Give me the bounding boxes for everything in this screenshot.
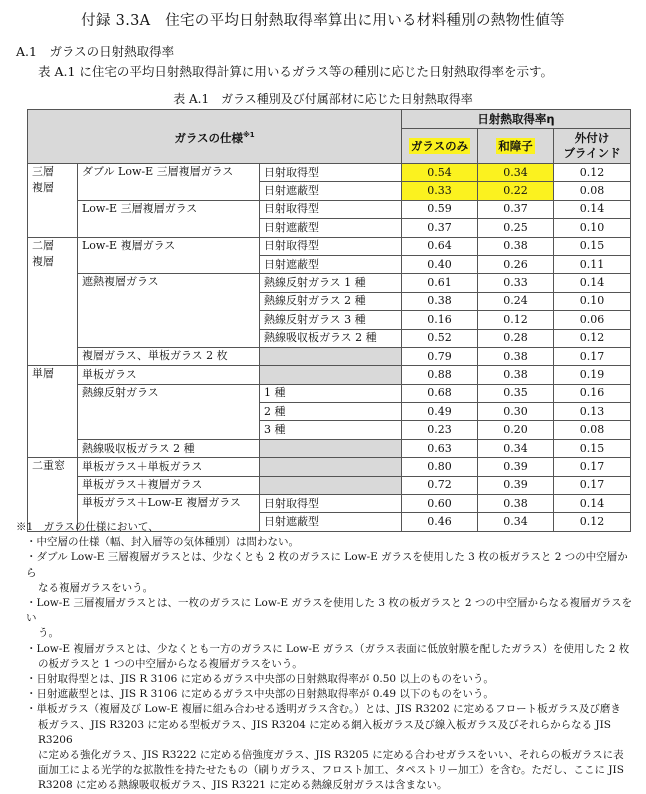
page-title: 付録 3.3A 住宅の平均日射熱取得率算出に用いる材料種別の熱物性値等: [81, 13, 565, 29]
value-blind: 0.14: [554, 495, 631, 513]
empty-cell: [260, 476, 402, 494]
spec-type: 1 種: [260, 384, 402, 402]
value-blind: 0.19: [554, 366, 631, 384]
col-glass-only-label: ガラスのみ: [410, 139, 469, 153]
spec-name: 単板ガラス＋単板ガラス: [78, 458, 260, 476]
value-glass: 0.40: [402, 255, 478, 273]
spec-name: Low-E 三層複層ガラス: [78, 200, 260, 237]
col-blind: [554, 129, 631, 164]
value-blind: 0.15: [554, 439, 631, 457]
value-shoji: 0.34: [478, 164, 554, 182]
spec-type: 日射遮蔽型: [260, 182, 402, 200]
spec-type: 日射遮蔽型: [260, 219, 402, 237]
group-double-window: 二重窓: [28, 458, 78, 532]
value-shoji: 0.39: [478, 458, 554, 476]
value-glass: 0.38: [402, 292, 478, 310]
spec-type: 日射取得型: [260, 164, 402, 182]
value-shoji: 0.38: [478, 366, 554, 384]
note-line: ・日射取得型とは、JIS R 3106 に定めるガラス中央部の日射熱取得率が 0.50 以上のものをいう。: [26, 673, 494, 686]
value-blind: 0.12: [554, 513, 631, 531]
note-line: う。: [38, 627, 59, 640]
value-blind: 0.16: [554, 384, 631, 402]
value-blind: 0.17: [554, 476, 631, 494]
spec-name: 複層ガラス、単板ガラス 2 枚: [78, 347, 260, 365]
value-blind: 0.17: [554, 458, 631, 476]
value-blind: 0.12: [554, 329, 631, 347]
value-glass: 0.79: [402, 347, 478, 365]
note-line: R3208 に定める熱線吸収板ガラス、JIS R3221 に定める熱線反射ガラスは含まない。: [38, 779, 448, 792]
note-line: ・単板ガラス（複層及び Low-E 複層に組み合わせる透明ガラス含む。）とは、JIS R3202 に定めるフロート板ガラス及び磨き: [26, 703, 621, 716]
spec-note-mark: ※1: [242, 131, 255, 140]
spec-type: 日射取得型: [260, 200, 402, 218]
value-shoji: 0.30: [478, 403, 554, 421]
value-blind: 0.10: [554, 292, 631, 310]
note-line: ・Low-E 三層複層ガラスとは、一枚のガラスに Low-E ガラスを使用した 3 枚の板ガラスと 2 つの中空層からなる複層ガラスをい: [26, 597, 633, 625]
value-glass: 0.37: [402, 219, 478, 237]
value-shoji: 0.35: [478, 384, 554, 402]
footnotes: [16, 520, 636, 794]
col-shoji: [478, 129, 554, 164]
spec-header: [28, 110, 402, 164]
spec-type: 日射遮蔽型: [260, 255, 402, 273]
note-line: 面加工による光学的な拡散性を持たせたもの（刷りガラス、フロスト加工、タペストリー加工）を含む。ただし、ここに JIS: [38, 764, 624, 777]
value-shoji: 0.39: [478, 476, 554, 494]
value-glass: 0.33: [402, 182, 478, 200]
spec-name: 遮熱複層ガラス: [78, 274, 260, 348]
glass-table: [27, 109, 631, 532]
value-glass: 0.68: [402, 384, 478, 402]
value-blind: 0.14: [554, 274, 631, 292]
value-glass: 0.63: [402, 439, 478, 457]
note-line: ・Low-E 複層ガラスとは、少なくとも一方のガラスに Low-E ガラス（ガラス表面に低放射膜を配したガラス）を使用した 2 枚: [26, 642, 630, 655]
note-line: に定める強化ガラス、JIS R3222 に定める倍強度ガラス、JIS R3205 に定める合わせガラスをいい、それらの板ガラスに表: [38, 749, 624, 762]
value-glass: 0.46: [402, 513, 478, 531]
value-blind: 0.15: [554, 237, 631, 255]
spec-type: 熱線反射ガラス 1 種: [260, 274, 402, 292]
value-shoji: 0.38: [478, 237, 554, 255]
value-blind: 0.14: [554, 200, 631, 218]
value-blind: 0.08: [554, 421, 631, 439]
col-glass-only: [402, 129, 478, 164]
note-line: なる複層ガラスをいう。: [38, 581, 154, 594]
note-line: の板ガラスと 1 つの中空層からなる複層ガラスをいう。: [38, 657, 303, 670]
empty-cell: [260, 366, 402, 384]
value-glass: 0.72: [402, 476, 478, 494]
value-glass: 0.59: [402, 200, 478, 218]
value-glass: 0.61: [402, 274, 478, 292]
spec-name: 熱線吸収板ガラス 2 種: [78, 439, 260, 457]
group-double: 二層 複層: [28, 237, 78, 366]
value-shoji: 0.24: [478, 292, 554, 310]
value-glass: 0.52: [402, 329, 478, 347]
table-caption: 表 A.1 ガラス種別及び付属部材に応じた日射熱取得率: [173, 92, 473, 106]
value-shoji: 0.28: [478, 329, 554, 347]
note-line: ・中空層の仕様（幅、封入層等の気体種別）は問わない。: [26, 536, 299, 549]
spec-type: 熱線吸収板ガラス 2 種: [260, 329, 402, 347]
group-triple: 三層 複層: [28, 164, 78, 238]
value-shoji: 0.37: [478, 200, 554, 218]
spec-name: 熱線反射ガラス: [78, 384, 260, 439]
value-shoji: 0.26: [478, 255, 554, 273]
spec-name: 単板ガラス＋複層ガラス: [78, 476, 260, 494]
value-shoji: 0.25: [478, 219, 554, 237]
spec-header-label: ガラスの仕様: [174, 130, 243, 145]
spec-type: 2 種: [260, 403, 402, 421]
note-line: ※1 ガラスの仕様において、: [16, 521, 159, 533]
value-glass: 0.80: [402, 458, 478, 476]
spec-type: 日射遮蔽型: [260, 513, 402, 531]
empty-cell: [260, 439, 402, 457]
value-glass: 0.60: [402, 495, 478, 513]
spec-name: Low-E 複層ガラス: [78, 237, 260, 274]
note-line: 板ガラス、JIS R3203 に定める型板ガラス、JIS R3204 に定める網入板ガラス及び線入板ガラス及びそれらからなる JIS R3206: [38, 718, 611, 746]
empty-cell: [260, 458, 402, 476]
value-glass: 0.49: [402, 403, 478, 421]
spec-type: 熱線反射ガラス 3 種: [260, 311, 402, 329]
value-blind: 0.11: [554, 255, 631, 273]
rate-header: 日射熱取得率η: [402, 110, 631, 129]
value-shoji: 0.33: [478, 274, 554, 292]
value-shoji: 0.38: [478, 495, 554, 513]
note-line: ・ダブル Low-E 三層複層ガラスとは、少なくとも 2 枚のガラスに Low-E ガラスを使用した 3 枚の板ガラスと 2 つの中空層から: [26, 551, 628, 579]
value-blind: 0.12: [554, 164, 631, 182]
value-shoji: 0.12: [478, 311, 554, 329]
intro-text: 表 A.1 に住宅の平均日射熱取得計算に用いるガラス等の種別に応じた日射熱取得率を示す。: [38, 64, 554, 79]
value-shoji: 0.34: [478, 439, 554, 457]
value-shoji: 0.20: [478, 421, 554, 439]
spec-name: 単板ガラス: [78, 366, 260, 384]
group-single: 単層: [28, 366, 78, 458]
empty-cell: [260, 347, 402, 365]
spec-name: ダブル Low-E 三層複層ガラス: [78, 164, 260, 201]
value-blind: 0.17: [554, 347, 631, 365]
note-line: ・日射遮蔽型とは、JIS R 3106 に定めるガラス中央部の日射熱取得率が 0.49 以下のものをいう。: [26, 688, 494, 701]
value-glass: 0.64: [402, 237, 478, 255]
section-heading: A.1 ガラスの日射熱取得率: [16, 44, 175, 59]
spec-type: 3 種: [260, 421, 402, 439]
value-blind: 0.06: [554, 311, 631, 329]
spec-type: 日射取得型: [260, 237, 402, 255]
value-blind: 0.08: [554, 182, 631, 200]
col-blind-label: 外付け ブラインド: [563, 131, 621, 160]
spec-name: 単板ガラス＋Low-E 複層ガラス: [78, 495, 260, 532]
value-blind: 0.10: [554, 219, 631, 237]
col-shoji-label: 和障子: [498, 139, 533, 153]
value-glass: 0.54: [402, 164, 478, 182]
value-glass: 0.88: [402, 366, 478, 384]
spec-type: 熱線反射ガラス 2 種: [260, 292, 402, 310]
value-shoji: 0.34: [478, 513, 554, 531]
spec-type: 日射取得型: [260, 495, 402, 513]
value-glass: 0.23: [402, 421, 478, 439]
value-shoji: 0.38: [478, 347, 554, 365]
value-blind: 0.13: [554, 403, 631, 421]
value-shoji: 0.22: [478, 182, 554, 200]
value-glass: 0.16: [402, 311, 478, 329]
